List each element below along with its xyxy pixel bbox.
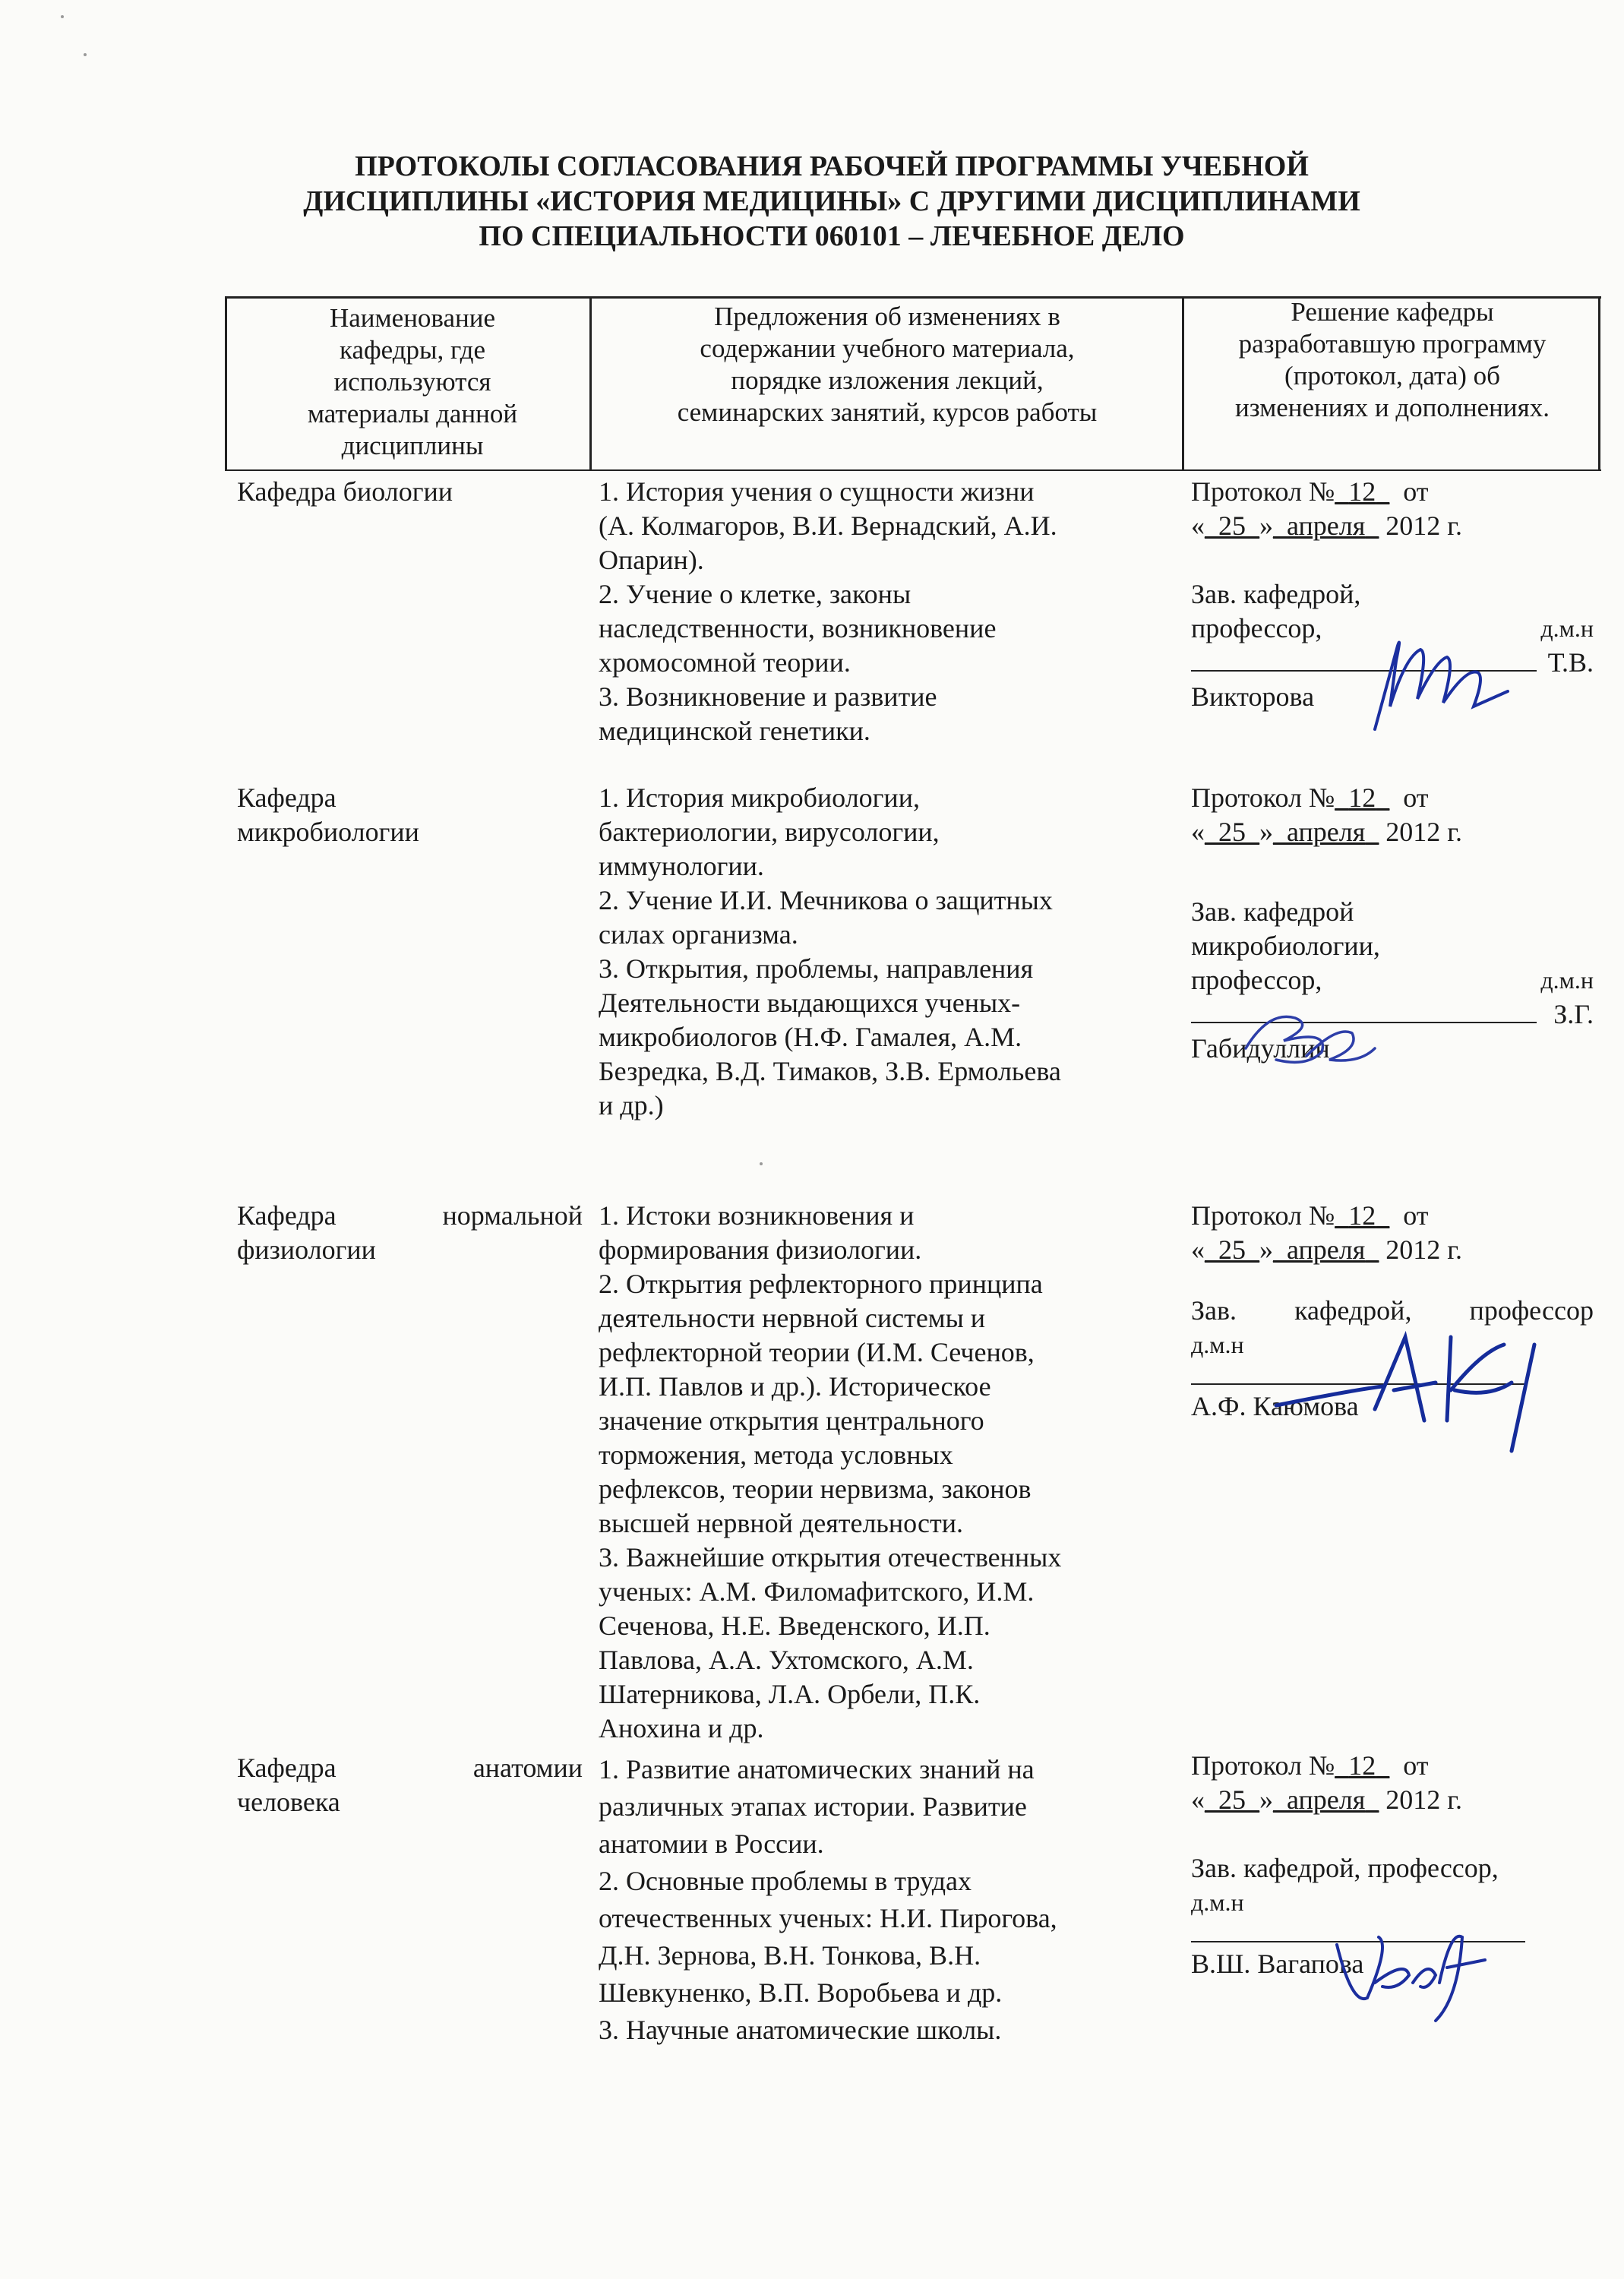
proposals-physiology: 1. Истоки возникновения и формирования физиологии. 2. Открытия рефлекторного принципа деятельности нервной системы и рефлекторной теории (И.М. Сеченов, И.П. Павлов и др.). Историческое значение открытия центрального торможения, метода условных рефлексов, теории нервизма, законов высшей нервной деятельности. 3. Важнейшие открытия отечественных ученых: А.М. Филомафитского, И.М. Сеченова, Н.Е. Введенского, И.П. Павлова, А.А. Ухтомского, А.М. Шатерникова, Л.А. Орбели, П.К. Анохина и др. bbox=[599, 1200, 1062, 1743]
table-right-border bbox=[1598, 296, 1600, 471]
signature-microbiology bbox=[1223, 995, 1390, 1079]
protocol-line: Протокол №_12_ от bbox=[1191, 782, 1429, 813]
protocol-line: Протокол №_12_ от bbox=[1191, 476, 1429, 507]
column-divider-2 bbox=[1182, 296, 1184, 471]
protocol-date: «_25_»_апреля_ 2012 г. bbox=[1191, 817, 1462, 847]
title-line: ДИСЦИПЛИНЫ «ИСТОРИЯ МЕДИЦИНЫ» С ДРУГИМИ ДИСЦИПЛИНАМИ bbox=[303, 185, 1360, 217]
title-line: ПРОТОКОЛЫ СОГЛАСОВАНИЯ РАБОЧЕЙ ПРОГРАММЫ УЧЕБНОЙ bbox=[355, 150, 1309, 182]
protocol-date: «_25_»_апреля_ 2012 г. bbox=[1191, 510, 1462, 541]
table-left-border bbox=[225, 296, 227, 471]
scan-speck bbox=[61, 15, 64, 18]
department-physiology: Кафедра нормальной физиологии bbox=[237, 1200, 583, 1265]
header-proposals: Предложения об изменениях в содержании учебного материала, порядке изложения лекций, семинарских занятий, курсов работы bbox=[677, 302, 1098, 427]
decision-biology: Протокол №_12_ от «_25_»_апреля_ 2012 г. Зав. кафедрой, профессор, д.м.н Т.В. Викторова bbox=[1191, 475, 1601, 714]
protocol-line: Протокол №_12_ от bbox=[1191, 1750, 1429, 1781]
protocol-date: «_25_»_апреля_ 2012 г. bbox=[1191, 1234, 1462, 1265]
proposals-anatomy: 1. Развитие анатомических знаний на различных этапах истории. Развитие анатомии в России. 2. Основные проблемы в трудах отечественных ученых: Н.И. Пирогова, Д.Н. Зернова, В.Н. Тонкова, В.Н. Шевкуненко, В.П. Воробьева и др. 3. Научные анатомические школы. bbox=[599, 1754, 1057, 2045]
scan-speck bbox=[84, 53, 87, 56]
header-department: Наименование кафедры, где используются материалы данной дисциплины bbox=[307, 303, 518, 460]
header-decision: Решение кафедры разработавшую программу (протокол, дата) об изменениях и дополнениях. bbox=[1235, 297, 1550, 422]
document-title bbox=[152, 149, 1512, 254]
signature-physiology bbox=[1261, 1307, 1565, 1459]
signature-anatomy bbox=[1322, 1914, 1496, 2028]
proposals-biology: 1. История учения о сущности жизни (А. Колмагоров, В.И. Вернадский, А.И. Опарин). 2. Учение о клетке, законы наследственности, возникновение хромосомной теории. 3. Возникновение и развитие медицинской генетики. bbox=[599, 476, 1057, 746]
proposals-microbiology: 1. История микробиологии, бактериологии, вирусологии, иммунологии. 2. Учение И.И. Мечникова о защитных силах организма. 3. Открытия, проблемы, направления Деятельности выдающихся ученых- микробиологов (Н.Ф. Гамалея, А.М. Безредка, В.Д. Тимаков, З.В. Ермольева и др.) bbox=[599, 782, 1061, 1121]
title-line: ПО СПЕЦИАЛЬНОСТИ 060101 – ЛЕЧЕБНОЕ ДЕЛО bbox=[479, 220, 1185, 252]
protocol-date: «_25_»_апреля_ 2012 г. bbox=[1191, 1784, 1462, 1815]
scan-speck bbox=[760, 1162, 763, 1165]
decision-physiology: Протокол №_12_ от «_25_»_апреля_ 2012 г. Зав. кафедрой, профессор д.м.н А.Ф. Каюмова bbox=[1191, 1199, 1601, 1424]
department-biology: Кафедра биологии bbox=[237, 476, 453, 507]
signature-biology bbox=[1344, 615, 1519, 744]
department-microbiology: Кафедра микробиологии bbox=[237, 782, 419, 847]
protocol-line: Протокол №_12_ от bbox=[1191, 1200, 1429, 1231]
decision-anatomy: Протокол №_12_ от «_25_»_апреля_ 2012 г. Зав. кафедрой, профессор, д.м.н В.Ш. Вагапова bbox=[1191, 1749, 1601, 1981]
department-anatomy: Кафедра анатомии человека bbox=[237, 1753, 583, 1817]
header-bottom-border bbox=[225, 469, 1601, 471]
column-divider-1 bbox=[589, 296, 592, 471]
decision-microbiology: Протокол №_12_ от «_25_»_апреля_ 2012 г. Зав. кафедрой микробиологии, профессор, д.м.н З.Г. Габидуллин bbox=[1191, 781, 1601, 1066]
